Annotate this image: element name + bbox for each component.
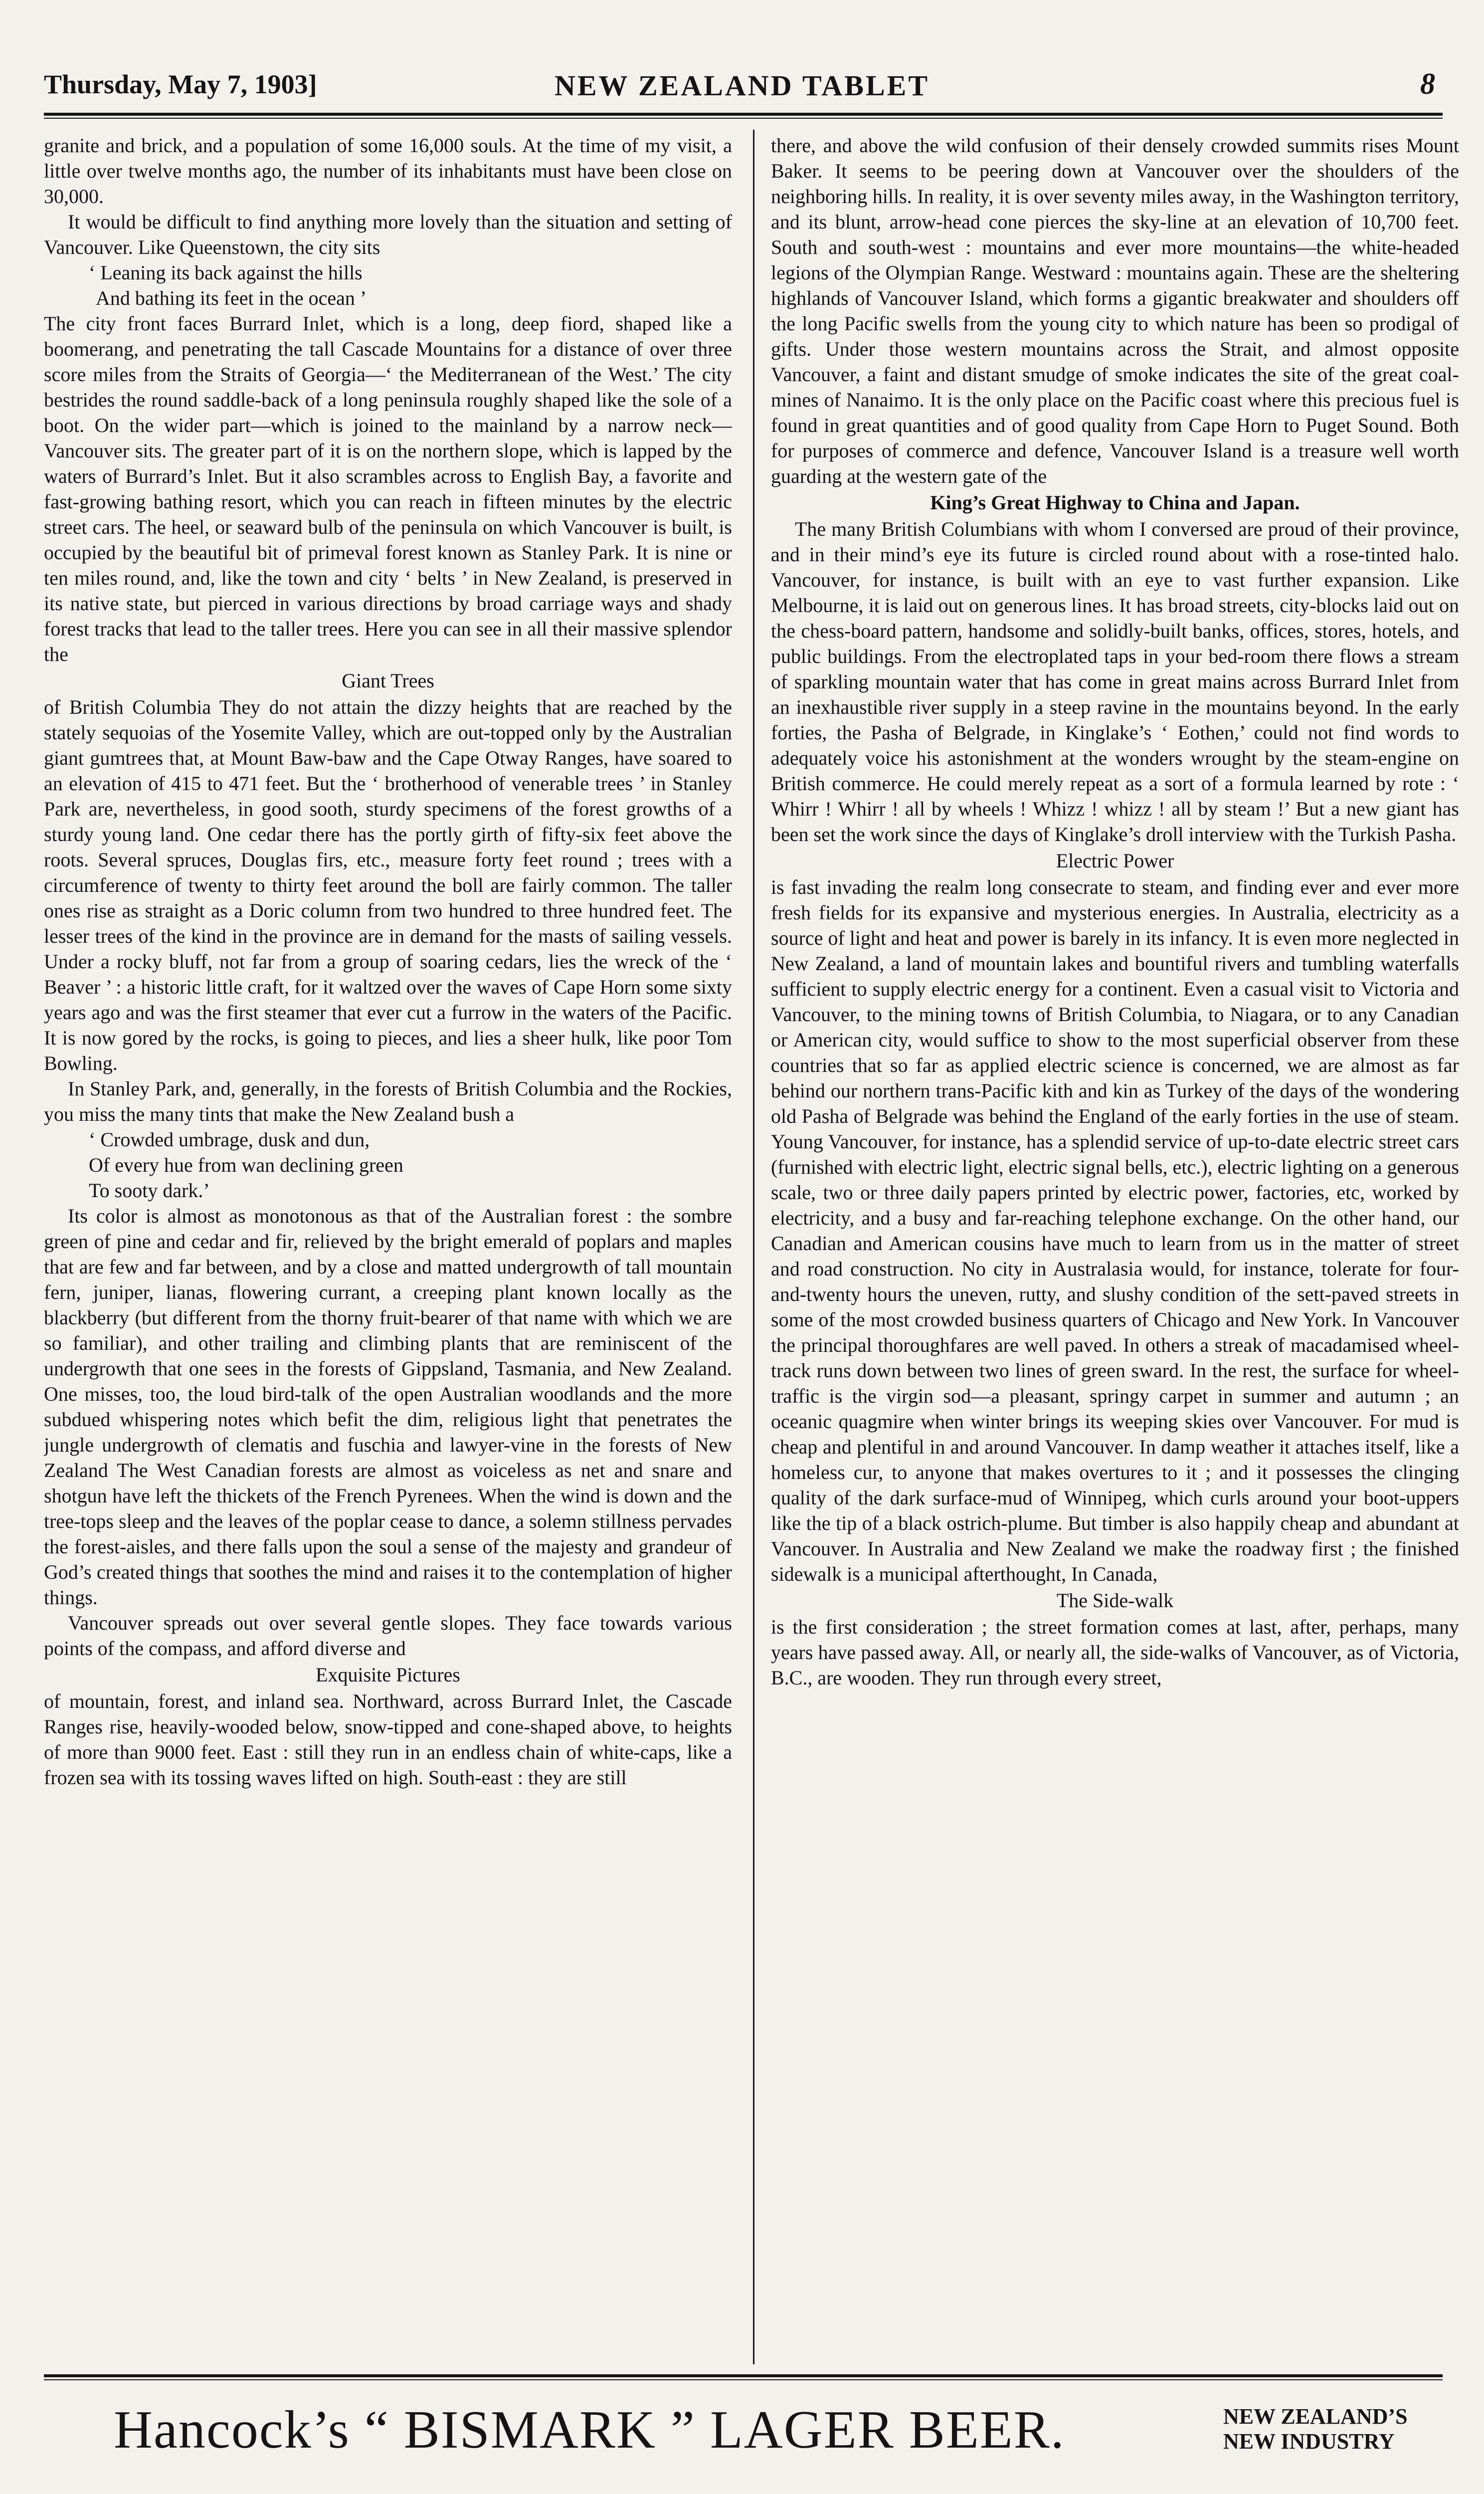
tagline-line: NEW INDUSTRY bbox=[1223, 2429, 1395, 2454]
paragraph: It would be difficult to find anything more lovely than the situation and setting of Vancouver. Like Queenstown, the city sits bbox=[44, 210, 732, 258]
subheading: Electric Power bbox=[1056, 849, 1174, 872]
verse-line: Of every hue from wan declining green bbox=[89, 1154, 403, 1176]
paragraph: The many British Columbians with whom I conversed are proud of their province, and in their mind’s eye its future is circled round about with a rose-tinted halo. Vancouver, for instance, is built with an eye to vast further expansion. Like Melbourne, it is laid out on generous lines. It has broad streets, city-blocks laid out on the chess-board pattern, handsome and solidly-built banks, offices, stores, hotels, and public buildings. From the electroplated taps in your bed-room there flows a stream of sparkling mountain water that has come in great mains across Burrard Inlet from an inexhaustible river supply in a steep ravine in the mountains beyond. In the early forties, the Pasha of Belgrade, in Kinglake’s ‘ Eothen,’ could not find words to adequately voice his astonishment at the wonders wrought by the steam-engine on British commerce. He could merely repeat as a sort of a formula learned by rote : ‘ Whirr ! Whirr ! all by wheels ! Whizz ! whizz ! all by steam !’ But a new giant has been set the work since the days of Kinglake’s droll interview with the Turkish Pasha. bbox=[771, 518, 1459, 845]
header-rule-thin bbox=[44, 118, 1443, 119]
paragraph: is fast invading the realm long consecrate to steam, and finding ever and ever more fresh fields for its expansive and mysterious energies. In Australia, electricity as a source of light and heat and power is barely in its infancy. It is even more neglected in New Zealand, a land of mountain lakes and bountiful rivers and tumbling waterfalls sufficient to supply electric energy for a continent. Even a casual visit to Victoria and Vancouver, to the mining towns of British Columbia, to Niagara, or to any Canadian or American city, would suffice to show to the most superficial observer from these countries that so far as applied electric science is concerned, we are almost as far behind our northern trans-Pacific kith and kin as Turkey of the days of the wondering old Pasha of Belgrade was behind the England of the early forties in the use of steam. Young Vancouver, for instance, has a splendid service of up-to-date electric street cars (furnished with electric light, electric signal bells, etc.), electric lighting on a generous scale, two or three daily papers printed by electric power, factories, etc, worked by electricity, and a busy and far-reaching telephone exchange. On the other hand, our Canadian and American cousins have much to learn from us in the matter of street and road construction. No city in Australasia would, for instance, tolerate for four-and-twenty hours the uneven, rutty, and slushy condition of the sett-paved streets in some of the most crowded business quarters of Chicago and New York. In Vancouver the principal thoroughfares are well paved. In others a streak of macadamised wheel-track runs down between two lines of green sward. In the rest, the surface for wheel-traffic is the virgin sod—a pleasant, springy carpet in summer and autumn ; an oceanic quagmire when winter brings its weeping skies over Vancouver. For mud is cheap and plentiful in and around Vancouver. In damp weather it attaches itself, like a homeless cur, to anyone that makes overtures to it ; and it possesses the clinging quality of the dark surface-mud of Winnipeg, which curls around your boot-uppers like the tip of a black ostrich-plume. But timber is also happily cheap and abundant at Vancouver. In Australia and New Zealand we make the roadway first ; the finished sidewalk is a municipal afterthought, In Canada, bbox=[771, 876, 1459, 1585]
verse-line: ‘ Leaning its back against the hills bbox=[89, 261, 363, 284]
verse-line: ‘ Crowded umbrage, dusk and dun, bbox=[89, 1128, 370, 1151]
paragraph: of mountain, forest, and inland sea. Northward, across Burrard Inlet, the Cascade Ranges rise, heavily-wooded below, snow-tipped and cone-shaped above, to heights of more than 9000 feet. East : still they run in an endless chain of white-caps, like a frozen sea with its tossing waves lifted on high. South-east : they are still bbox=[44, 1690, 732, 1789]
page-number: 8 bbox=[1420, 67, 1435, 100]
footer-rule-thin bbox=[44, 2379, 1443, 2380]
right-column bbox=[771, 133, 1459, 2362]
tagline-line: NEW ZEALAND’S bbox=[1223, 2404, 1408, 2429]
newspaper-title: NEW ZEALAND TABLET bbox=[554, 69, 930, 102]
issue-date: Thursday, May 7, 1903] bbox=[44, 69, 317, 99]
paragraph: Its color is almost as monotonous as that of the Australian forest : the sombre green of pine and cedar and fir, relieved by the bright emerald of poplars and maples that are few and far between, and by a close and matted undergrowth of tall mountain fern, juniper, lianas, flowering currant, a creeping plant known locally as the blackberry (but different from the thorny fruit-bearer of that name with which we are so familiar), and other trailing and climbing plants that are reminiscent of the undergrowth that one sees in the forests of Gippsland, Tasmania, and New Zealand. One misses, too, the loud bird-talk of the open Australian woodlands and the more subdued whispering notes which befit the dim, religious light that penetrates the jungle undergrowth of clematis and fuschia and lawyer-vine in the forests of New Zealand The West Canadian forests are almost as voiceless as net and snare and shotgun have left the thickets of the French Pyrenees. When the wind is down and the tree-tops sleep and the leaves of the poplar cease to dance, a solemn stillness pervades the forest-aisles, and there falls upon the soul a sense of the majesty and grandeur of God’s created things that soothes the mind and raises it to the contemplation of higher things. bbox=[44, 1205, 732, 1609]
advertisement-headline: Hancock’s “ BISMARK ” LAGER BEER. bbox=[114, 2400, 1065, 2460]
beer-advertisement bbox=[44, 2394, 1443, 2474]
paragraph: of British Columbia They do not attain the dizzy heights that are reached by the stately sequoias of the Yosemite Valley, which are out-topped only by the Australian giant gumtrees that, at Mount Baw-baw and the Cape Otway Ranges, have soared to an elevation of 415 to 471 feet. But the ‘ brotherhood of venerable trees ’ in Stanley Park are, nevertheless, in good sooth, sturdy specimens of the forest growths of a sturdy young land. One cedar there has the portly girth of fifty-six feet above the roots. Several spruces, Douglas firs, etc., measure forty feet round ; trees with a circumference of twenty to thirty feet around the boll are fairly common. The taller ones rise as straight as a Doric column from two hundred to three hundred feet. The lesser trees of the kind in the province are in demand for the masts of sailing vessels. Under a rocky bluff, not far from a group of soaring cedars, lies the wreck of the ‘ Beaver ’ : a historic little craft, for it waltzed over the waves of Cape Horn some sixty years ago and was the first steamer that ever cut a furrow in the waters of the Pacific. It is now gored by the rocks, is going to pieces, and lies a sheer hulk, like poor Tom Bowling. bbox=[44, 696, 732, 1074]
advertisement-tagline bbox=[1223, 2404, 1408, 2454]
footer-rule bbox=[44, 2374, 1443, 2377]
verse-quote bbox=[89, 1127, 732, 1203]
subheading: King’s Great Highway to China and Japan. bbox=[930, 491, 1300, 514]
paragraph: is the first consideration ; the street formation comes at last, after, perhaps, many years have passed away. All, or nearly all, the side-walks of Vancouver, as of Victoria, B.C., are wooden. They run through every street, bbox=[771, 1616, 1459, 1689]
subheading: Exquisite Pictures bbox=[316, 1663, 460, 1686]
subheading: The Side-walk bbox=[1056, 1589, 1174, 1612]
column-divider bbox=[753, 130, 754, 2364]
paragraph: there, and above the wild confusion of their densely crowded summits rises Mount Baker. It seems to be peering down at Vancouver over the shoulders of the neighboring hills. In reality, it is over seventy miles away, in the Washington territory, and its blunt, arrow-head cone pierces the sky-line at an elevation of 10,700 feet. South and south-west : mountains and ever more mountains—the white-headed legions of the Olympian Range. Westward : mountains again. These are the sheltering highlands of Vancouver Island, which forms a gigantic breakwater and shoulders off the long Pacific swells from the young city to which nature has been so prodigal of gifts. Under those western mountains across the Strait, and almost opposite Vancouver, a faint and distant smudge of smoke indicates the site of the great coal-mines of Nanaimo. It is the only place on the Pacific coast where this precious fuel is found in great quantities and of good quality from Cape Horn to Puget Sound. Both for purposes of commerce and defence, Vancouver Island is a treasure well worth guarding at the western gate of the bbox=[771, 134, 1459, 487]
verse-line: To sooty dark.’ bbox=[89, 1179, 210, 1202]
subheading: Giant Trees bbox=[342, 669, 434, 692]
header-rule bbox=[44, 113, 1443, 116]
verse-line: And bathing its feet in the ocean ’ bbox=[96, 287, 367, 309]
paragraph: granite and brick, and a population of some 16,000 souls. At the time of my visit, a little over twelve months ago, the number of its inhabitants must have been close on 30,000. bbox=[44, 134, 732, 208]
paragraph: In Stanley Park, and, generally, in the forests of British Columbia and the Rockies, you miss the many tints that make the New Zealand bush a bbox=[44, 1077, 732, 1125]
paragraph: Vancouver spreads out over several gentle slopes. They face towards various points of the compass, and afford diverse and bbox=[44, 1612, 732, 1660]
left-column bbox=[44, 133, 732, 2362]
paragraph: The city front faces Burrard Inlet, which is a long, deep fiord, shaped like a boomerang, and penetrating the tall Cascade Mountains for a distance of over three score miles from the Straits of Georgia—‘ the Mediterranean of the West.’ The city bestrides the round saddle-back of a long peninsula roughly shaped like the sole of a boot. On the wider part—which is joined to the mainland by a narrow neck—Vancouver sits. The greater part of it is on the northern slope, which is lapped by the waters of Burrard’s Inlet. But it also scrambles across to English Bay, a favorite and fast-growing bathing resort, which you can reach in fifteen minutes by the electric street cars. The heel, or seaward bulb of the peninsula on which Vancouver is built, is occupied by the beautiful bit of primeval forest known as Stanley Park. It is nine or ten miles round, and, like the town and city ‘ belts ’ in New Zealand, is preserved in its native state, but pierced in various directions by broad carriage ways and shady forest tracks that lead to the taller trees. Here you can see in all their massive splendor the bbox=[44, 312, 732, 665]
page-header bbox=[44, 69, 1440, 113]
verse-quote bbox=[89, 260, 732, 311]
